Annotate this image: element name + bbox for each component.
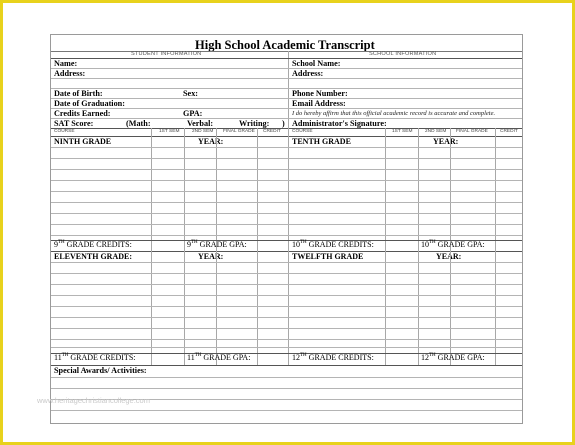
eleventh-grade-heading: ELEVENTH GRADE: bbox=[54, 252, 133, 261]
col-1st-sem-left: 1ST SEM bbox=[159, 129, 180, 134]
col-1st-sem-right: 1ST SEM bbox=[392, 129, 413, 134]
col-course-right: COURSE bbox=[292, 129, 313, 134]
affirmation-text: I do hereby affirm that this official academic record is accurate and complete. bbox=[292, 110, 496, 117]
administrator-signature-label: Administrator's Signature: bbox=[292, 119, 387, 128]
ninth-grade-credits-label: 9TH GRADE CREDITS: bbox=[54, 240, 132, 249]
eleventh-grade-gpa-label: 11TH GRADE GPA: bbox=[187, 353, 251, 362]
student-address-label: Address: bbox=[54, 69, 86, 78]
sex-label: Sex: bbox=[183, 89, 199, 98]
gpa-label: GPA: bbox=[183, 109, 203, 118]
col-2nd-sem-left: 2ND SEM bbox=[192, 129, 214, 134]
eleventh-grade-year-label: YEAR: bbox=[198, 252, 224, 261]
ninth-grade-year-label: YEAR: bbox=[198, 137, 224, 146]
credits-earned-label: Credits Earned: bbox=[54, 109, 111, 118]
eleventh-grade-credits-label: 11TH GRADE CREDITS: bbox=[54, 353, 136, 362]
col-final-grade-left: FINAL GRADE bbox=[223, 129, 255, 134]
dob-label: Date of Birth: bbox=[54, 89, 103, 98]
col-final-grade-right: FINAL GRADE bbox=[456, 129, 488, 134]
ninth-grade-gpa-label: 9TH GRADE GPA: bbox=[187, 240, 247, 249]
watermark: www.heritagechristiancollege.com bbox=[37, 396, 150, 405]
special-awards-label: Special Awards/ Activities: bbox=[54, 366, 147, 375]
email-address-label: Email Address: bbox=[292, 99, 346, 108]
school-info-heading: SCHOOL INFORMATION bbox=[369, 51, 437, 57]
sat-close-paren: ) bbox=[282, 119, 285, 128]
tenth-grade-year-label: YEAR: bbox=[433, 137, 459, 146]
transcript-form bbox=[37, 34, 523, 424]
twelfth-grade-heading: TWELFTH GRADE bbox=[292, 252, 364, 261]
twelfth-grade-year-label: YEAR: bbox=[436, 252, 462, 261]
graduation-date-label: Date of Graduation: bbox=[54, 99, 125, 108]
twelfth-grade-gpa-label: 12TH GRADE GPA: bbox=[421, 353, 485, 362]
ninth-grade-heading: NINTH GRADE bbox=[54, 137, 112, 146]
col-credit-right: CREDIT bbox=[500, 129, 518, 134]
school-name-label: School Name: bbox=[292, 59, 341, 68]
sat-math-label: (Math: bbox=[126, 119, 151, 128]
form-title: High School Academic Transcript bbox=[195, 38, 375, 52]
sat-score-label: SAT Score: bbox=[54, 119, 94, 128]
col-course-left: COURSE bbox=[54, 129, 75, 134]
twelfth-grade-credits-label: 12TH GRADE CREDITS: bbox=[292, 353, 374, 362]
phone-number-label: Phone Number: bbox=[292, 89, 348, 98]
sat-writing-label: Writing: bbox=[239, 119, 270, 128]
tenth-grade-gpa-label: 10TH GRADE GPA: bbox=[421, 240, 485, 249]
school-address-label: Address: bbox=[292, 69, 324, 78]
col-2nd-sem-right: 2ND SEM bbox=[425, 129, 447, 134]
sat-verbal-label: Verbal: bbox=[187, 119, 214, 128]
tenth-grade-credits-label: 10TH GRADE CREDITS: bbox=[292, 240, 374, 249]
student-info-heading: STUDENT INFORMATION bbox=[131, 51, 202, 57]
student-name-label: Name: bbox=[54, 59, 78, 68]
tenth-grade-heading: TENTH GRADE bbox=[292, 137, 351, 146]
col-credit-left: CREDIT bbox=[263, 129, 281, 134]
